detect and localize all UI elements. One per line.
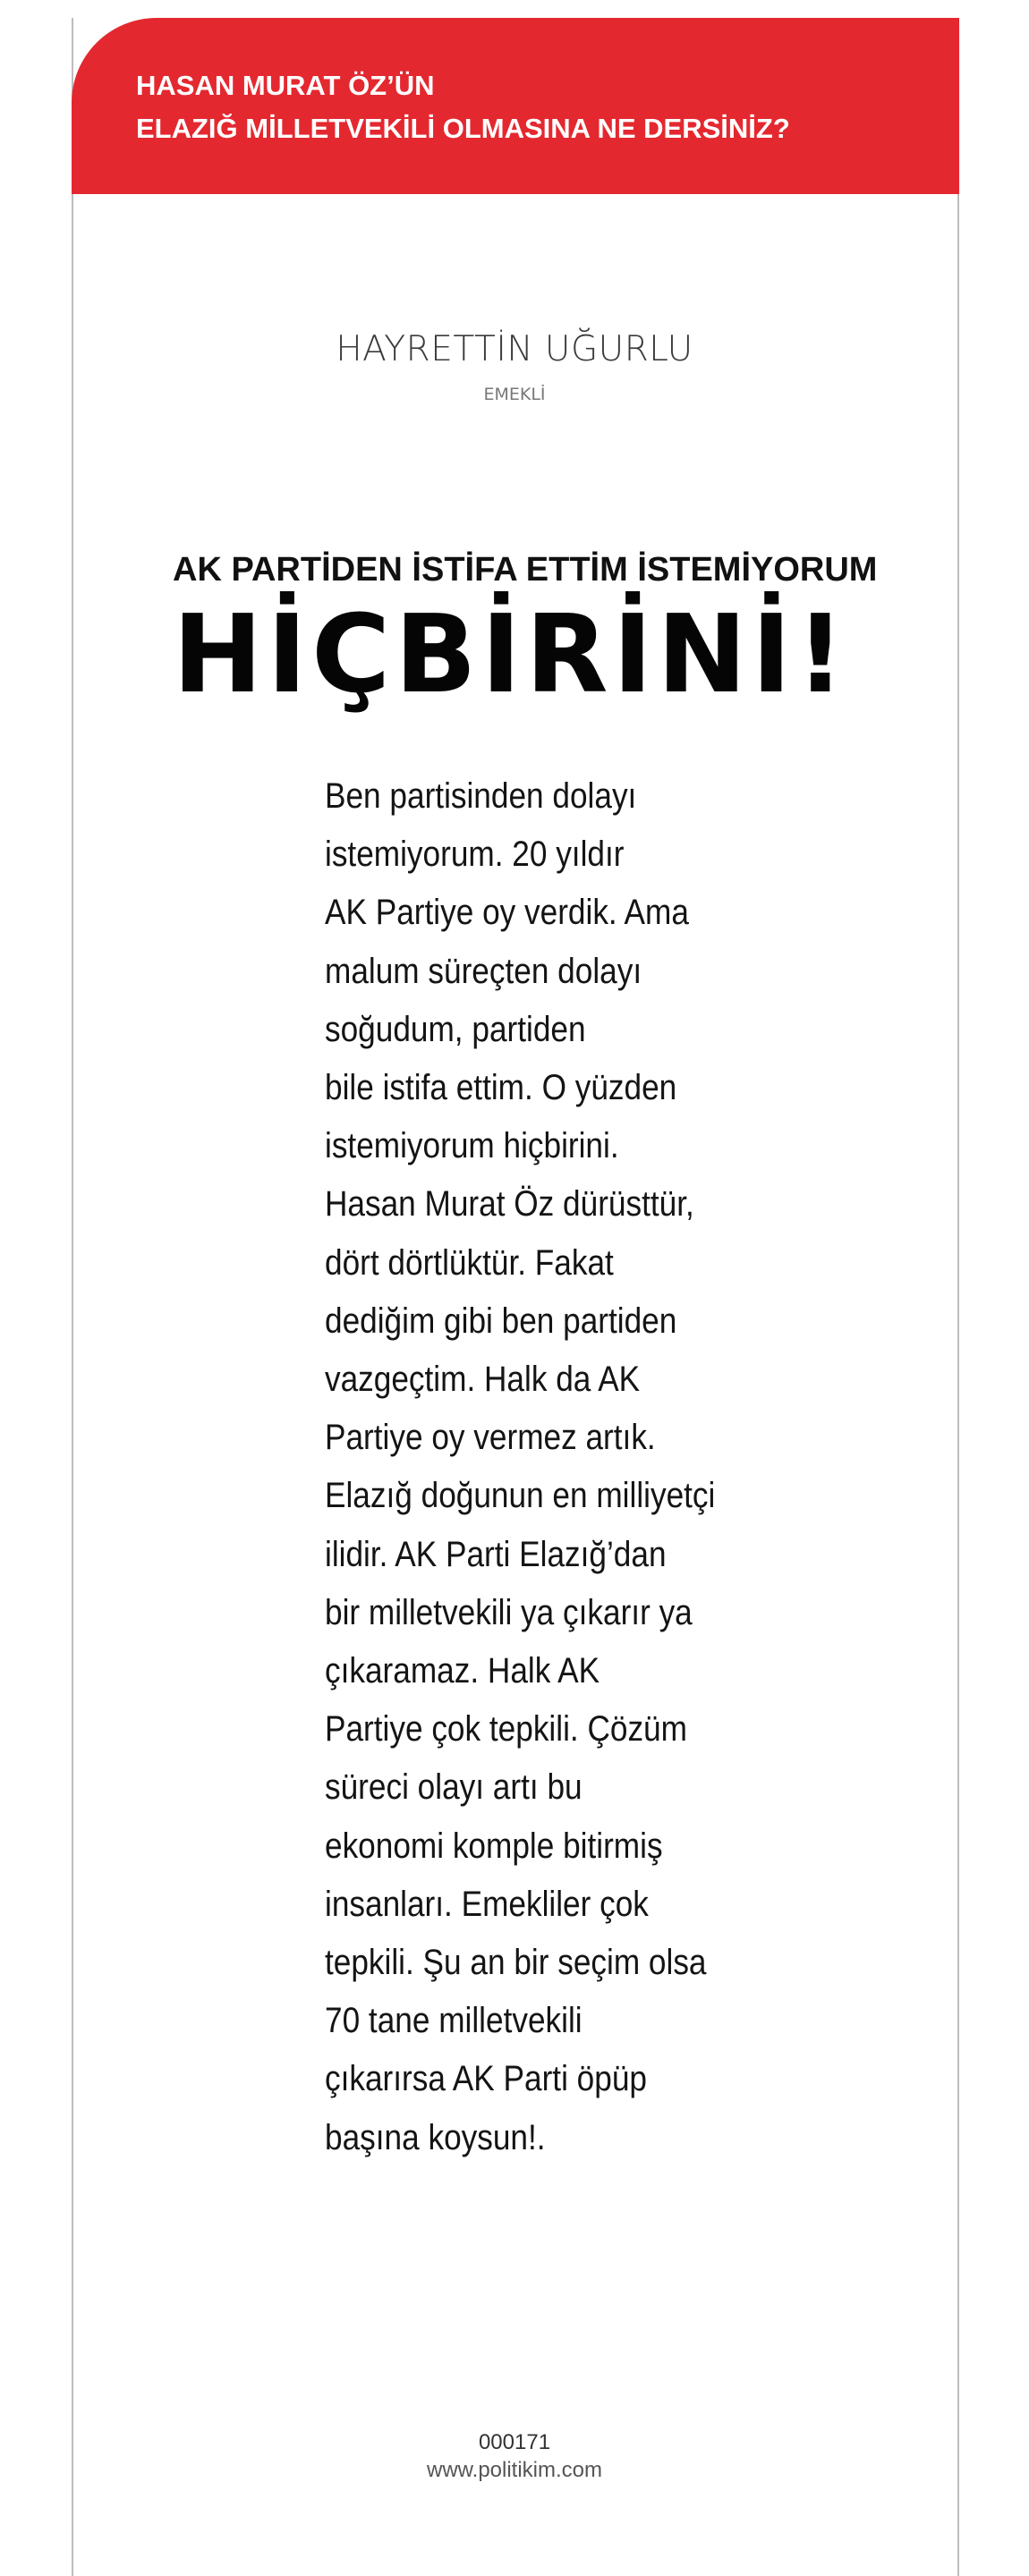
body-line: dört dörtlüktür. Fakat bbox=[325, 1242, 614, 1283]
body-line: bir milletvekili ya çıkarır ya bbox=[325, 1592, 693, 1632]
body-line: malum süreçten dolayı bbox=[325, 951, 642, 991]
body-line: başına koysun!. bbox=[325, 2117, 546, 2157]
body-line: ilidir. AK Parti Elazığ’dan bbox=[325, 1534, 667, 1574]
body-line: istemiyorum hiçbirini. bbox=[325, 1126, 619, 1166]
author-name: HAYRETTİN UĞURLU bbox=[336, 329, 693, 369]
body-line: çıkaramaz. Halk AK bbox=[325, 1651, 600, 1691]
page-code: 000171 bbox=[478, 2430, 551, 2454]
body-line: istemiyorum. 20 yıldır bbox=[325, 835, 625, 875]
body-line: Elazığ doğunun en milliyetçi bbox=[325, 1476, 716, 1516]
body-line: süreci olayı artı bu bbox=[325, 1767, 583, 1808]
question-banner bbox=[72, 18, 959, 194]
headline-kicker: AK PARTİDEN İSTİFA ETTİM İSTEMİYORUM bbox=[173, 551, 878, 589]
body-line: ekonomi komple bitirmiş bbox=[325, 1826, 663, 1866]
body-line: soğudum, partiden bbox=[325, 1009, 586, 1049]
body-line: çıkarırsa AK Parti öpüp bbox=[325, 2059, 648, 2099]
author-role: EMEKLİ bbox=[483, 385, 546, 404]
banner-line-1: HASAN MURAT ÖZ’ÜN bbox=[136, 70, 435, 101]
site-url: www.politikim.com bbox=[426, 2458, 603, 2482]
banner-line-2: ELAZIĞ MİLLETVEKİLİ OLMASINA NE DERSİNİZ? bbox=[136, 113, 790, 144]
body-line: vazgeçtim. Halk da AK bbox=[325, 1360, 641, 1400]
body-line: AK Partiye oy verdik. Ama bbox=[325, 893, 689, 933]
body-line: bile istifa ettim. O yüzden bbox=[325, 1068, 677, 1108]
body-line: dediğim gibi ben partiden bbox=[325, 1301, 677, 1341]
headline-main: HİÇBİRİNİ! bbox=[173, 593, 850, 717]
body-line: Hasan Murat Öz dürüsttür, bbox=[325, 1184, 694, 1224]
body-line: Ben partisinden dolayı bbox=[325, 776, 637, 816]
body-line: insanları. Emekliler çok bbox=[325, 1884, 649, 1924]
body-line: tepkili. Şu an bir seçim olsa bbox=[325, 1943, 707, 1983]
body-line: Partiye oy vermez artık. bbox=[325, 1418, 656, 1458]
article-body bbox=[325, 767, 766, 2167]
body-line: Partiye çok tepkili. Çözüm bbox=[325, 1709, 687, 1750]
body-line: 70 tane milletvekili bbox=[325, 2001, 583, 2041]
